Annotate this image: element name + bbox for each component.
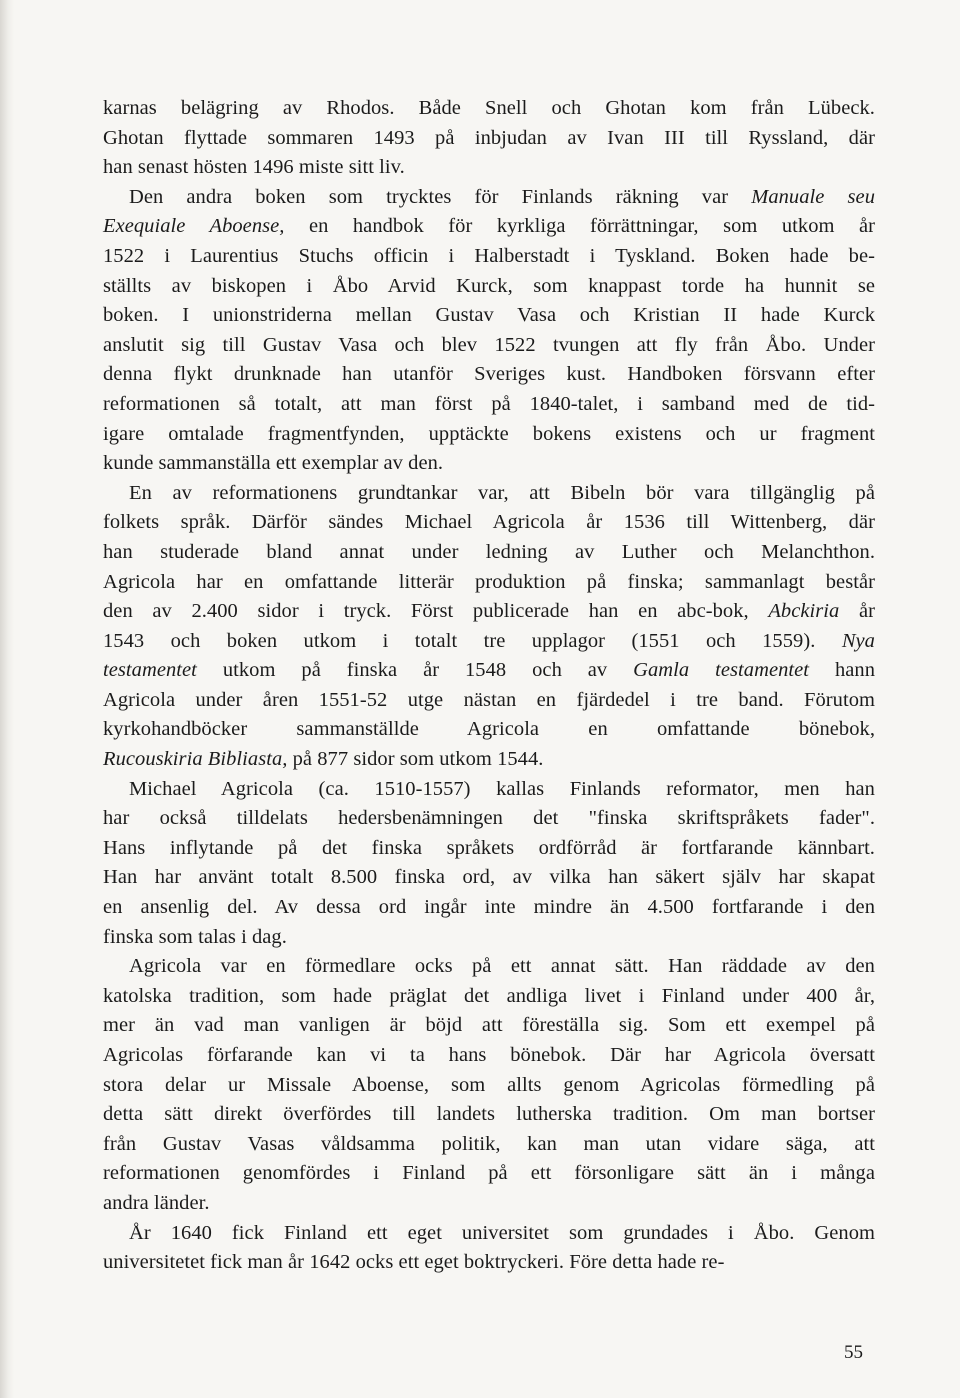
text-segment: han senast hösten 1496 miste sitt liv.	[103, 156, 405, 179]
text-line	[103, 212, 875, 242]
text-segment: stora delar ur Missale Aboense, som allts genom Agricolas förmedling på	[103, 1073, 875, 1096]
text-segment: Michael Agricola (ca. 1510-1557) kallas Finlands reformator, men han	[129, 777, 875, 800]
text-line	[103, 272, 875, 302]
text-segment: Han har använt totalt 8.500 finska ord, av vilka han säkert själv har skapat	[103, 866, 875, 889]
text-segment: kyrkohandböcker sammanställde Agricola en omfattande bönebok,	[103, 718, 875, 741]
text-segment: boken. I unionstriderna mellan Gustav Vasa och Kristian II hade Kurck	[103, 304, 875, 327]
text-segment: katolska tradition, som hade präglat det andliga livet i Finland under 400 år,	[103, 984, 875, 1007]
text-segment: folkets språk. Därför sändes Michael Agricola år 1536 till Wittenberg, där	[103, 511, 875, 534]
italic-title: Abckiria	[768, 600, 840, 623]
text-line	[103, 686, 875, 716]
text-segment: från Gustav Vasas våldsamma politik, kan man utan vidare säga, att	[103, 1132, 875, 1155]
text-line	[103, 952, 875, 982]
text-line	[103, 360, 875, 390]
text-segment: har också tilldelats hedersbenämningen det "finska skriftspråkets fader".	[103, 807, 875, 830]
text-segment: 1543 och boken utkom i totalt tre upplagor (1551 och 1559).	[103, 629, 842, 652]
text-segment: denna flykt drunknade han utanför Sveriges kust. Handboken försvann efter	[103, 363, 875, 386]
text-segment: Hans inflytande på det finska språkets ordförråd är fortfarande kännbart.	[103, 836, 875, 859]
text-line	[103, 1248, 875, 1278]
text-segment: utkom på finska år 1548 och av	[196, 659, 634, 682]
page-number: 55	[844, 1342, 863, 1363]
text-segment: karnas belägring av Rhodos. Både Snell och Ghotan kom från Lübeck.	[103, 97, 875, 119]
italic-title: Nya	[841, 629, 875, 652]
text-line	[103, 508, 875, 538]
italic-title: Rucouskiria Bibliasta,	[103, 748, 288, 771]
text-line	[103, 775, 875, 805]
text-segment: år	[839, 600, 875, 623]
text-segment: finska som talas i dag.	[103, 925, 287, 948]
text-line	[103, 449, 875, 479]
text-segment: andra länder.	[103, 1191, 210, 1214]
text-segment: År 1640 fick Finland ett eget universitet som grundades i Åbo. Genom	[129, 1221, 875, 1244]
text-line	[103, 863, 875, 893]
text-line	[103, 597, 875, 627]
text-segment: en handbok för kyrkliga förrättningar, som utkom år	[284, 215, 875, 238]
text-segment: Agricola under åren 1551-52 utge nästan en fjärdedel i tre band. Förutom	[103, 688, 875, 711]
text-line	[103, 1041, 875, 1071]
text-segment: Ghotan flyttade sommaren 1493 på inbjudan av Ivan III till Ryssland, där	[103, 126, 875, 149]
text-line	[103, 568, 875, 598]
text-line	[103, 982, 875, 1012]
text-segment: anslutit sig till Gustav Vasa och blev 1522 tvungen att fly från Åbo. Under	[103, 333, 875, 356]
text-line	[103, 745, 875, 775]
text-segment: en ansenlig del. Av dessa ord ingår inte mindre än 4.500 fortfarande i den	[103, 896, 875, 919]
text-segment: Agricola var en förmedlare ocks på ett annat sätt. Han räddade av den	[129, 955, 875, 978]
text-line	[103, 834, 875, 864]
text-segment: detta sätt direkt överfördes till landets lutherska tradition. Om man bortser	[103, 1103, 875, 1126]
text-segment: 1522 i Laurentius Stuchs officin i Halberstadt i Tyskland. Boken hade be-	[103, 244, 875, 267]
text-line	[103, 1071, 875, 1101]
text-segment: han studerade bland annat under ledning av Luther och Melanchthon.	[103, 540, 875, 563]
text-segment: reformationen genomfördes i Finland på ett försonligare sätt än i många	[103, 1162, 875, 1185]
text-line	[103, 183, 875, 213]
text-line	[103, 656, 875, 686]
text-segment: kunde sammanställa ett exemplar av den.	[103, 452, 444, 475]
body-text	[103, 94, 875, 1278]
text-line	[103, 923, 875, 953]
text-line	[103, 1189, 875, 1219]
text-segment: ställts av biskopen i Åbo Arvid Kurck, som knappast torde ha hunnit se	[103, 274, 875, 297]
text-line	[103, 420, 875, 450]
text-line	[103, 124, 875, 154]
text-line	[103, 390, 875, 420]
text-segment: Agricolas förfarande kan vi ta hans bönebok. Där har Agricola översatt	[103, 1044, 875, 1066]
text-segment: igare omtalade fragmentfynden, upptäckte bokens existens och ur fragment	[103, 422, 875, 445]
text-segment: Agricola har en omfattande litterär produktion på finska; sammanlagt består	[103, 570, 875, 593]
text-line	[103, 331, 875, 361]
text-line	[103, 627, 875, 657]
text-segment: den av 2.400 sidor i tryck. Först publicerade han en abc-bok,	[103, 600, 769, 623]
page-binding-shadow	[0, 0, 14, 1398]
text-segment: Den andra boken som trycktes för Finlands räkning var	[129, 185, 752, 208]
italic-title: testamentet	[103, 659, 197, 682]
text-line	[103, 1159, 875, 1189]
text-line	[103, 94, 875, 124]
text-segment: på 877 sidor som utkom 1544.	[287, 748, 544, 771]
text-line	[103, 301, 875, 331]
text-line	[103, 153, 875, 183]
text-line	[103, 538, 875, 568]
text-line	[103, 893, 875, 923]
text-segment: universitetet fick man år 1642 ocks ett eget boktryckeri. Före detta hade re-	[103, 1251, 725, 1274]
italic-title: Gamla testamentet	[633, 659, 810, 682]
text-line	[103, 242, 875, 272]
text-segment: reformationen så totalt, att man först på 1840-talet, i samband med de tid-	[103, 392, 875, 415]
text-segment: hann	[809, 659, 876, 682]
text-line	[103, 1100, 875, 1130]
text-line	[103, 715, 875, 745]
text-segment: En av reformationens grundtankar var, att Bibeln bör vara tillgänglig på	[129, 481, 875, 504]
text-segment: mer än vad man vanligen är böjd att föreställa sig. Som ett exempel på	[103, 1014, 875, 1037]
text-line	[103, 804, 875, 834]
text-line	[103, 479, 875, 509]
italic-title: Exequiale Aboense,	[103, 215, 285, 238]
text-line	[103, 1219, 875, 1249]
text-line	[103, 1130, 875, 1160]
italic-title: Manuale seu	[751, 185, 875, 208]
text-line	[103, 1011, 875, 1041]
